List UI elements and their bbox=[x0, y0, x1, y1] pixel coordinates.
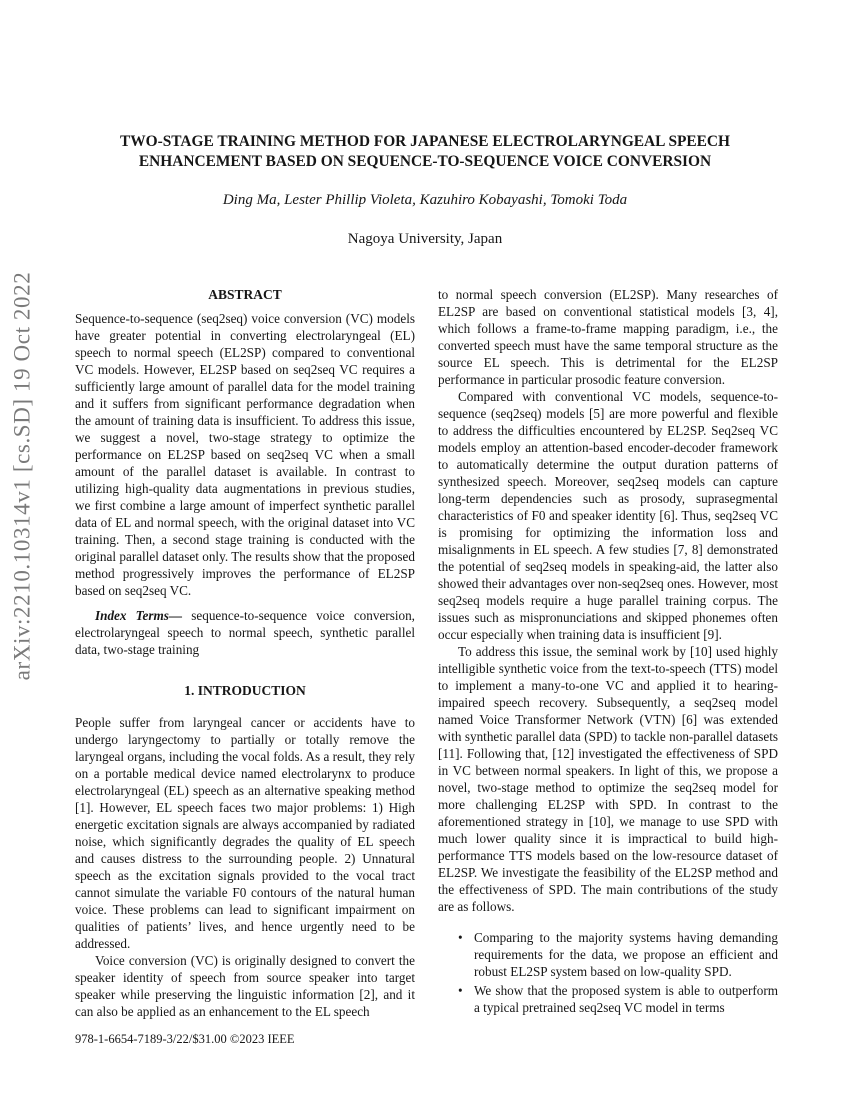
intro-paragraph-1: People suffer from laryngeal cancer or accidents have to undergo laryngectomy to partially or totally remove the laryngeal organs, including the vocal folds. As a result, they rely on a portable medical device named electrolarynx to produce electrolaryngeal (EL) speech as an alternative speaking method [1]. However, EL speech faces two major problems: 1) High energetic excitation signals are always accompanied by radiated noise, which significantly degrades the quality of EL speech and causes distress to the surrounding people. 2) Unnatural speech as the excitation signals provided to the vocal tract cannot simulate the variable F0 contours of the natural human voice. These problems can lead to significant impairment on qualities of patients’ lives, and hence urgently need to be addressed. bbox=[75, 715, 415, 951]
index-terms-text: sequence-to-sequence voice conversion, electrolaryngeal speech to normal speech, synthetic parallel data, two-stage training bbox=[75, 608, 415, 657]
abstract-text: Sequence-to-sequence (seq2seq) voice conversion (VC) models have greater potential in converting electrolaryngeal (EL) speech to normal speech (EL2SP) compared to conventional VC models. However, EL2SP based on seq2seq VC requires a sufficiently large amount of parallel data for the model training and it suffers from significant performance degradation when the amount of training data is insufficient. To address this issue, we suggest a novel, two-stage strategy to optimize the performance on EL2SP based on seq2seq VC when a small amount of the parallel dataset is available. In contrast to utilizing high-quality data augmentations in previous studies, we first combine a large amount of imperfect synthetic parallel data of EL and normal speech, with the original dataset into VC training. Then, a second stage training is conducted with the original parallel dataset only. The results show that the proposed method progressively improves the performance of EL2SP based on seq2seq VC. bbox=[75, 311, 415, 598]
affiliation: Nagoya University, Japan bbox=[347, 231, 503, 247]
index-terms-label: Index Terms— bbox=[95, 608, 183, 623]
arxiv-identifier-text: arXiv:2210.10314v1 [cs.SD] 19 Oct 2022 bbox=[9, 271, 34, 681]
index-terms bbox=[75, 607, 415, 658]
author-list: Ding Ma, Lester Phillip Violeta, Kazuhiro Kobayashi, Tomoki Toda bbox=[222, 192, 628, 208]
left-column bbox=[75, 286, 415, 1020]
contributions-list bbox=[438, 929, 778, 1016]
paper-title-line-1: TWO-STAGE TRAINING METHOD FOR JAPANESE ELECTROLARYNGEAL SPEECH bbox=[119, 133, 731, 150]
right-column bbox=[438, 286, 778, 1018]
intro-paragraph-2: Voice conversion (VC) is originally designed to convert the speaker identity of speech from source speaker into target speaker while preserving the linguistic information [2], and it can also be applied as an enhancement to the EL speech bbox=[75, 953, 415, 1019]
paper-title-line-2: ENHANCEMENT BASED ON SEQUENCE-TO-SEQUENCE VOICE CONVERSION bbox=[138, 153, 712, 170]
intro-paragraph-2-continued: to normal speech conversion (EL2SP). Many researches of EL2SP are based on conventional statistical models [3, 4], which follows a frame-to-frame mapping paradigm, i.e., the converted speech must have the same temporal structure as the source EL speech. This is detrimental for the EL2SP performance in particular prosodic feature conversion. bbox=[438, 287, 778, 387]
intro-paragraph-4: To address this issue, the seminal work by [10] used highly intelligible synthetic voice from the text-to-speech (TTS) model to implement a many-to-one VC and applied it to hearing-impaired speech recovery. Subsequently, a seq2seq model named Voice Transformer Network (VTN) [6] was extended with synthetic parallel data (SPD) to tackle non-parallel datasets [11]. Following that, [12] investigated the effectiveness of SPD in VC between normal speakers. In light of this, we propose a novel, two-stage method to optimize the seq2seq model for more challenging EL2SP with SPD. In contrast to the aforementioned strategy in [10], we manage to use SPD with much lower quality since it is impractical to build high-performance TTS models based on the low-resource dataset of EL2SP. We investigate the feasibility of the EL2SP method and the effectiveness of SPD. The main contributions of the study are as follows. bbox=[438, 644, 778, 914]
contribution-item-1: • Comparing to the majority systems having demanding requirements for the data, we propose an efficient and robust EL2SP system based on low-quality SPD. bbox=[474, 929, 778, 980]
paper-title bbox=[70, 132, 780, 172]
contribution-item-2: • We show that the proposed system is able to outperform a typical pretrained seq2seq VC model in terms bbox=[474, 982, 778, 1016]
abstract-heading: ABSTRACT bbox=[208, 287, 282, 302]
introduction-heading: 1. INTRODUCTION bbox=[184, 683, 306, 698]
intro-paragraph-3: Compared with conventional VC models, sequence-to-sequence (seq2seq) models [5] are more powerful and flexible to address the difficulties encountered by EL2SP. Seq2seq VC models employ an attention-based encoder-decoder framework to automatically determine the output duration patterns of synthesized speech. Moreover, seq2seq models can capture long-term dependencies such as prosody, suprasegmental characteristics of F0 and speaker identity [6]. Thus, seq2seq VC is promising for optimizing the information loss and misalignments in EL speech. A few studies [7, 8] demonstrated the potential of seq2seq models in speaking-aid, the latter also showed their advantages over non-seq2seq ones. However, most seq2seq models require a huge parallel training corpus. The issues such as mispronunciations and skipped phonemes often occur especially when training data is insufficient [9]. bbox=[438, 389, 778, 642]
copyright-footer: 978-1-6654-7189-3/22/$31.00 ©2023 IEEE bbox=[75, 1032, 295, 1046]
arxiv-identifier-stamp bbox=[2, 271, 42, 681]
